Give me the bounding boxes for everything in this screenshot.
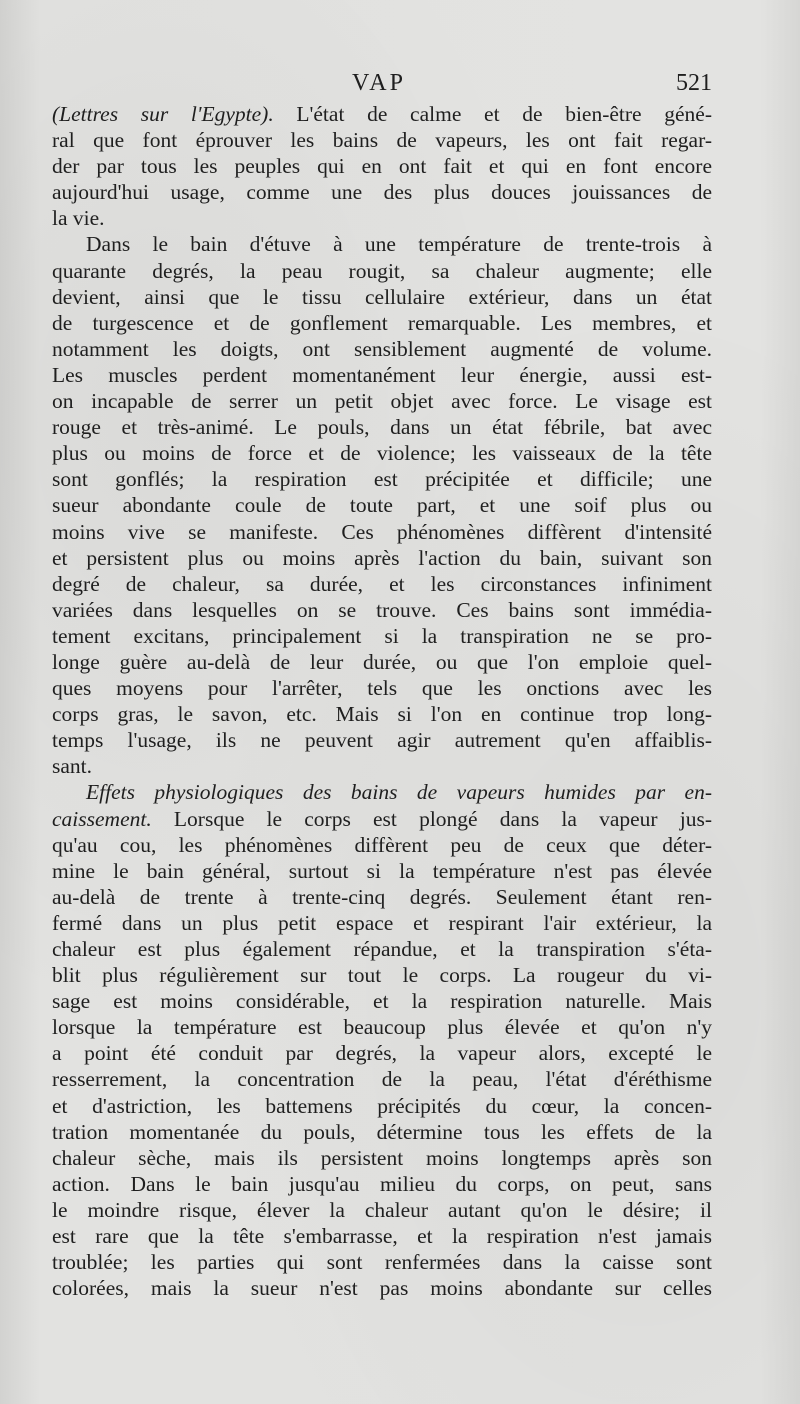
line-text: lorsque la température est beaucoup plus élevée et qu'on n'y [52, 1015, 712, 1040]
text-line [52, 101, 712, 127]
text-line [52, 336, 712, 362]
line-text: ques moyens pour l'arrêter, tels que les onctions avec les [52, 676, 712, 701]
italic-text: Effets physiologiques des bains de vapeurs humides par en- [86, 780, 712, 805]
text-line [52, 362, 712, 388]
text-line [52, 1014, 712, 1040]
line-text: sont gonflés; la respiration est précipitée et difficile; une [52, 467, 712, 492]
text-line [52, 806, 712, 832]
line-text: et d'astriction, les battemens précipités du cœur, la concen- [52, 1093, 712, 1118]
text-line [52, 1119, 712, 1145]
italic-text: (Lettres sur l'Egypte). [52, 102, 274, 126]
text-line [52, 623, 712, 649]
text-line [52, 649, 712, 675]
text-line [52, 1040, 712, 1066]
line-text: on incapable de serrer un petit objet avec force. Le visage est [52, 389, 712, 414]
page-number: 521 [676, 70, 712, 96]
text-line [52, 910, 712, 936]
text-line [52, 858, 712, 884]
line-text: action. Dans le bain jusqu'au milieu du corps, on peut, sans [52, 1171, 712, 1196]
text-line [52, 388, 712, 414]
text-line [52, 701, 712, 727]
text-line [52, 231, 712, 257]
line-text: sage est moins considérable, et la respiration naturelle. Mais [52, 989, 712, 1014]
text-line [52, 205, 712, 231]
text-line [52, 258, 712, 284]
line-text: tement excitans, principalement si la transpiration ne se pro- [52, 623, 712, 648]
text-line [52, 936, 712, 962]
text-line [52, 1093, 712, 1119]
text-line [52, 1249, 712, 1275]
line-text: a point été conduit par degrés, la vapeur alors, excepté le [52, 1041, 712, 1066]
line-text: quarante degrés, la peau rougit, sa chaleur augmente; elle [52, 258, 712, 283]
text-line [52, 1066, 712, 1092]
line-text: colorées, mais la sueur n'est pas moins abondante sur celles [52, 1276, 712, 1301]
text-line [52, 1171, 712, 1197]
text-line [52, 832, 712, 858]
line-text: degré de chaleur, sa durée, et les circonstances infiniment [52, 571, 712, 596]
line-text: chaleur est plus également répandue, et la transpiration s'éta- [52, 937, 712, 961]
line-text: au-delà de trente à trente-cinq degrés. Seulement étant ren- [52, 884, 712, 909]
text-line [52, 127, 712, 153]
text-line [52, 492, 712, 518]
running-title: VAP [352, 70, 406, 96]
line-text: resserrement, la concentration de la peau, l'état d'éréthisme [52, 1067, 712, 1092]
text-line [52, 310, 712, 336]
italic-text: caissement. [52, 806, 152, 831]
text-line [52, 1275, 712, 1301]
line-text: ral que font éprouver les bains de vapeurs, les ont fait regar- [52, 128, 712, 153]
line-text: mine le bain général, surtout si la température n'est pas élevée [52, 858, 712, 883]
line-text: longe guère au-delà de leur durée, ou que l'on emploie quel- [52, 649, 712, 674]
text-line [52, 466, 712, 492]
text-line [52, 414, 712, 440]
line-text: devient, ainsi que le tissu cellulaire extérieur, dans un état [52, 284, 712, 309]
line-text: qu'au cou, les phénomènes diffèrent peu de ceux que déter- [52, 832, 712, 857]
line-text: sueur abondante coule de toute part, et une soif plus ou [52, 493, 712, 518]
text-line [52, 675, 712, 701]
line-text: aujourd'hui usage, comme une des plus douces jouissances de [52, 180, 712, 205]
text-line [52, 519, 712, 545]
line-text: sant. [52, 754, 93, 779]
text-line [52, 597, 712, 623]
line-text: corps gras, le savon, etc. Mais si l'on en continue trop long- [52, 702, 712, 727]
line-text: moins vive se manifeste. Ces phénomènes diffèrent d'intensité [52, 519, 712, 544]
text-line [52, 571, 712, 597]
line-text: Lorsque le corps est plongé dans la vapeur jus- [151, 806, 712, 831]
line-text: le moindre risque, élever la chaleur autant qu'on le désire; il [52, 1197, 712, 1222]
line-text: fermé dans un plus petit espace et respirant l'air extérieur, la [52, 910, 712, 935]
line-text: der par tous les peuples qui en ont fait et qui en font encore [52, 154, 712, 179]
line-text: notamment les doigts, ont sensiblement augmenté de volume. [52, 336, 712, 361]
text-line [52, 884, 712, 910]
text-line [52, 727, 712, 753]
text-line [52, 962, 712, 988]
line-text: et persistent plus ou moins après l'action du bain, suivant son [52, 545, 712, 570]
line-text: Les muscles perdent momentanément leur énergie, aussi est- [52, 362, 712, 387]
line-text: plus ou moins de force et de violence; les vaisseaux de la tête [52, 441, 712, 466]
line-text: temps l'usage, ils ne peuvent agir autrement qu'en affaiblis- [52, 728, 712, 753]
text-line [52, 284, 712, 310]
text-line [52, 153, 712, 179]
text-line [52, 1197, 712, 1223]
text-line [52, 988, 712, 1014]
line-text: la vie. [52, 206, 105, 231]
line-text: troublée; les parties qui sont renfermées dans la caisse sont [52, 1250, 712, 1275]
text-line [52, 779, 712, 805]
text-line [52, 179, 712, 205]
line-text: chaleur sèche, mais ils persistent moins longtemps après son [52, 1145, 712, 1170]
body-text [52, 101, 712, 1301]
line-text: est rare que la tête s'embarrasse, et la respiration n'est jamais [52, 1224, 712, 1249]
line-text: rouge et très-animé. Le pouls, dans un état fébrile, bat avec [52, 415, 712, 440]
text-line [52, 1145, 712, 1171]
line-text: L'état de calme et de bien-être géné- [273, 102, 713, 126]
line-text: variées dans lesquelles on se trouve. Ces bains sont immédia- [52, 597, 712, 622]
line-text: Dans le bain d'étuve à une température de trente-trois à [86, 232, 712, 257]
text-line [52, 1223, 712, 1249]
text-line [52, 545, 712, 571]
running-head [52, 70, 712, 104]
line-text: tration momentanée du pouls, détermine tous les effets de la [52, 1119, 712, 1144]
text-line [52, 753, 712, 779]
line-text: blit plus régulièrement sur tout le corps. La rougeur du vi- [52, 963, 712, 988]
line-text: de turgescence et de gonflement remarquable. Les membres, et [52, 310, 712, 335]
text-line [52, 440, 712, 466]
